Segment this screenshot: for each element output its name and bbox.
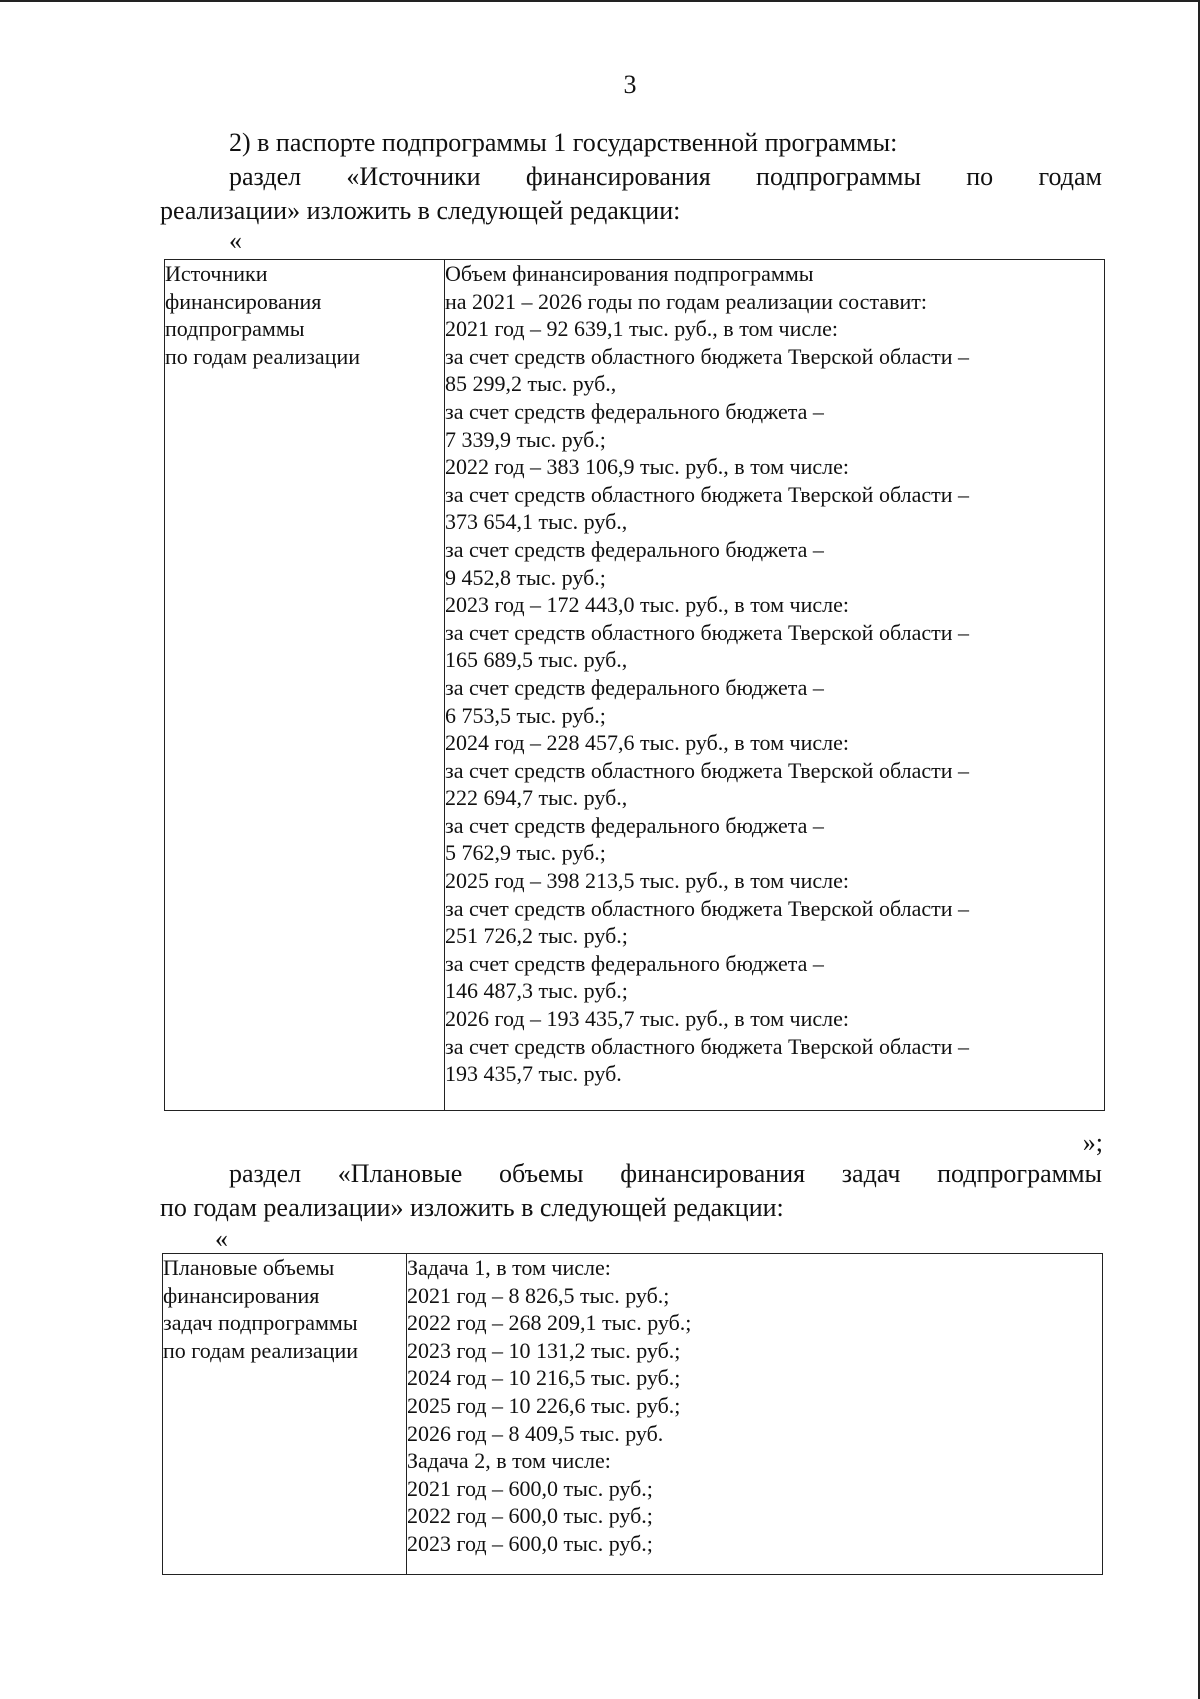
funding-sources-table — [164, 259, 1105, 1111]
intro-line-2: раздел «Источники финансирования подпрограммы по годам — [229, 162, 1102, 191]
value-line: за счет средств областного бюджета Тверской области – — [445, 1033, 969, 1059]
value-line: на 2021 – 2026 годы по годам реализации составит: — [445, 288, 927, 314]
value-line: 2025 год – 10 226,6 тыс. руб.; — [407, 1392, 681, 1418]
value-line: за счет средств областного бюджета Тверской области – — [445, 619, 969, 645]
value-line: за счет средств федерального бюджета – — [445, 536, 824, 562]
label-line: Плановые объемы — [163, 1255, 335, 1280]
planned-tasks-table — [162, 1253, 1103, 1575]
label-line: подпрограммы — [165, 316, 305, 342]
value-line: 165 689,5 тыс. руб., — [445, 647, 628, 673]
opening-quote-2: « — [215, 1224, 228, 1253]
funding-sources-label-cell — [165, 260, 445, 1111]
label-line: финансирования — [165, 288, 322, 314]
opening-quote-1: « — [229, 226, 242, 255]
value-line: за счет средств федерального бюджета – — [445, 812, 824, 838]
value-line: 2024 год – 10 216,5 тыс. руб.; — [407, 1365, 681, 1391]
funding-sources-value — [445, 260, 1104, 1088]
section2-line-2: по годам реализации» изложить в следующей редакции: — [160, 1193, 784, 1222]
value-line: 9 452,8 тыс. руб.; — [445, 564, 606, 590]
label-line: финансирования — [163, 1282, 320, 1308]
value-line: 2025 год – 398 213,5 тыс. руб., в том числе: — [445, 868, 849, 894]
table-row — [165, 260, 1105, 1111]
value-line: 193 435,7 тыс. руб. — [445, 1061, 622, 1087]
value-line: 85 299,2 тыс. руб., — [445, 371, 617, 397]
value-line: за счет средств областного бюджета Тверской области – — [445, 757, 969, 783]
value-line: 2023 год – 600,0 тыс. руб.; — [407, 1530, 653, 1556]
planned-tasks-label — [163, 1254, 406, 1364]
value-line: Объем финансирования подпрограммы — [445, 261, 814, 286]
value-line: 222 694,7 тыс. руб., — [445, 785, 628, 811]
funding-sources-label — [165, 260, 444, 370]
table-row — [163, 1254, 1103, 1575]
value-line: за счет средств областного бюджета Тверской области – — [445, 343, 969, 369]
closing-quote: »; — [1082, 1128, 1103, 1157]
value-line: за счет средств федерального бюджета – — [445, 950, 824, 976]
value-line: 2021 год – 600,0 тыс. руб.; — [407, 1475, 653, 1501]
value-line: 6 753,5 тыс. руб.; — [445, 702, 606, 728]
value-line: за счет средств областного бюджета Тверской области – — [445, 481, 969, 507]
planned-tasks-value-cell — [407, 1254, 1103, 1575]
value-line: за счет средств областного бюджета Тверской области – — [445, 895, 969, 921]
funding-sources-value-cell — [445, 260, 1105, 1111]
label-line: по годам реализации — [165, 343, 361, 369]
value-line: 2023 год – 10 131,2 тыс. руб.; — [407, 1337, 681, 1363]
value-line: 2023 год – 172 443,0 тыс. руб., в том числе: — [445, 592, 849, 618]
label-line: по годам реализации — [163, 1337, 359, 1363]
intro-line-3: реализации» изложить в следующей редакции: — [160, 196, 681, 225]
value-line: 5 762,9 тыс. руб.; — [445, 840, 606, 866]
value-line: 2026 год – 193 435,7 тыс. руб., в том числе: — [445, 1006, 849, 1032]
value-line: 251 726,2 тыс. руб.; — [445, 923, 628, 949]
value-line: Задача 2, в том числе: — [407, 1448, 611, 1474]
value-line: 146 487,3 тыс. руб.; — [445, 978, 628, 1004]
value-line: 2024 год – 228 457,6 тыс. руб., в том числе: — [445, 730, 849, 756]
value-line: 2022 год – 268 209,1 тыс. руб.; — [407, 1310, 692, 1336]
value-line: за счет средств федерального бюджета – — [445, 674, 824, 700]
planned-tasks-label-cell — [163, 1254, 407, 1575]
value-line: 2022 год – 600,0 тыс. руб.; — [407, 1503, 653, 1529]
section2-line-1: раздел «Плановые объемы финансирования задач подпрограммы — [229, 1159, 1102, 1188]
value-line: 373 654,1 тыс. руб., — [445, 509, 628, 535]
value-line: Задача 1, в том числе: — [407, 1255, 611, 1280]
value-line: 2022 год – 383 106,9 тыс. руб., в том числе: — [445, 454, 849, 480]
value-line: 7 339,9 тыс. руб.; — [445, 426, 606, 452]
planned-tasks-value — [407, 1254, 1102, 1558]
label-line: Источники — [165, 261, 268, 286]
page-number: 3 — [623, 70, 637, 99]
value-line: 2026 год – 8 409,5 тыс. руб. — [407, 1420, 664, 1446]
value-line: за счет средств федерального бюджета – — [445, 398, 824, 424]
value-line: 2021 год – 8 826,5 тыс. руб.; — [407, 1282, 670, 1308]
intro-line-1: 2) в паспорте подпрограммы 1 государственной программы: — [229, 128, 898, 157]
value-line: 2021 год – 92 639,1 тыс. руб., в том числе: — [445, 316, 838, 342]
label-line: задач подпрограммы — [163, 1310, 358, 1336]
